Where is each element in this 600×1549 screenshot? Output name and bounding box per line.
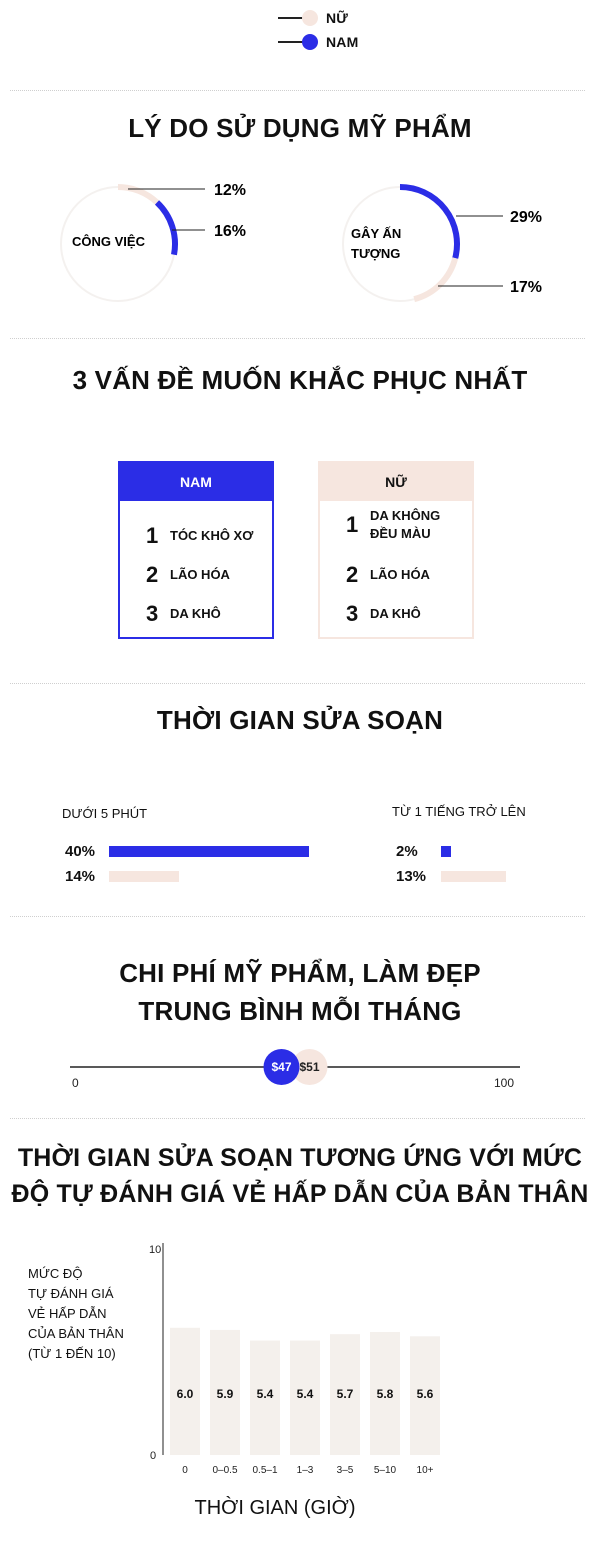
spending-nu-value: $51 [299, 1060, 320, 1074]
chart-data-label: 5.4 [256, 1387, 274, 1401]
spending-title-line-1: CHI PHÍ MỸ PHẨM, LÀM ĐẸP [119, 958, 481, 988]
list-number: 1 [346, 512, 359, 537]
chart-xtick-label: 0 [182, 1465, 188, 1476]
donut-1-nu-pct: 12% [214, 182, 247, 199]
chart-data-label: 6.0 [176, 1387, 194, 1401]
prep-time-title: THỜI GIAN SỬA SOẠN [156, 705, 444, 735]
problems-box-nam-header: NAM [120, 463, 272, 501]
chart-xlabel: THỜI GIAN (GIỜ) [194, 1497, 356, 1519]
list-item [146, 523, 253, 549]
donut-1-label: CÔNG VIỆC [72, 234, 145, 249]
prep-group-1-nam-pct: 40% [65, 843, 96, 860]
chart-ylabel-line: (TỪ 1 ĐẾN 10) [28, 1346, 116, 1361]
reasons-title: LÝ DO SỬ DỤNG MỸ PHẨM [128, 113, 472, 143]
spending-scale [0, 1040, 600, 1100]
spending-max-label: 100 [494, 1076, 515, 1090]
list-text: DA KHÔ [170, 606, 221, 621]
donut-2-nu-pct: 17% [510, 279, 543, 296]
list-number: 2 [346, 562, 359, 587]
legend-line [278, 17, 304, 19]
chart-data-label: 5.7 [336, 1387, 354, 1401]
list-text: LÃO HÓA [170, 567, 230, 582]
problems-title: 3 VẤN ĐỀ MUỐN KHẮC PHỤC NHẤT [72, 365, 528, 395]
donut-2-label-line-1: GÂY ẤN [351, 226, 402, 241]
chart-data-label: 5.4 [296, 1387, 314, 1401]
spending-title-line-2: TRUNG BÌNH MỖI THÁNG [138, 996, 462, 1026]
donut-1-nam-arc [157, 202, 175, 254]
problems-box-nu [318, 461, 474, 639]
list-item [346, 507, 440, 543]
chart-ytick-label: 10 [149, 1244, 162, 1256]
prep-group-1-label: DƯỚI 5 PHÚT [62, 806, 148, 821]
spending-min-label: 0 [72, 1076, 79, 1090]
prep-group-2-nu-pct: 13% [396, 868, 427, 885]
chart-xtick-label: 10+ [416, 1465, 434, 1476]
prep-group-1-nu-bar [109, 871, 179, 882]
donut-2-nu-arc [414, 258, 455, 299]
chart-ylabel-line: TỰ ĐÁNH GIÁ [28, 1286, 114, 1301]
legend-dot-nu [302, 10, 318, 26]
problems-box-nam [118, 461, 274, 639]
donut-2-nam-pct: 29% [510, 209, 543, 226]
divider [10, 90, 585, 91]
list-number: 3 [146, 601, 159, 626]
chart-data-label: 5.9 [216, 1387, 234, 1401]
list-text-line-1: DA KHÔNG [370, 508, 441, 523]
divider [10, 338, 585, 339]
prep-group-2-nu-bar [441, 871, 506, 882]
legend-label-nu: NỮ [326, 10, 349, 26]
list-text: DA KHÔ [370, 606, 421, 621]
list-item [346, 562, 430, 588]
donut-2-label-line-2: TƯỢNG [351, 246, 401, 261]
list-text: LÃO HÓA [370, 567, 430, 582]
chart-ylabel-line: MỨC ĐỘ [28, 1266, 83, 1281]
chart-title-line-1: THỜI GIAN SỬA SOẠN TƯƠNG ỨNG VỚI MỨC [17, 1144, 583, 1172]
prep-group-2-label: TỪ 1 TIẾNG TRỞ LÊN [392, 804, 526, 819]
legend-item-nam [278, 32, 358, 52]
legend-line [278, 41, 304, 43]
chart-title-line-2: ĐỘ TỰ ĐÁNH GIÁ VẺ HẤP DẪN CỦA BẢN THÂN [11, 1180, 589, 1208]
prep-group-2-nam-pct: 2% [396, 843, 418, 860]
list-item [146, 562, 230, 588]
problems-box-nu-header: NỮ [320, 463, 472, 501]
chart-xtick-label: 3–5 [336, 1465, 354, 1476]
list-text [370, 507, 440, 543]
donut-2-nam-arc [400, 187, 457, 258]
divider [10, 1118, 585, 1119]
list-number: 3 [346, 601, 359, 626]
list-item [346, 601, 421, 627]
divider [10, 916, 585, 917]
chart-xtick-label: 0.5–1 [252, 1465, 278, 1476]
list-text: TÓC KHÔ XƠ [170, 528, 254, 543]
prep-group-1-nam-bar [109, 846, 309, 857]
chart-xtick-label: 0–0.5 [212, 1465, 238, 1476]
bar-chart [0, 1235, 600, 1485]
prep-group-1-nu-pct: 14% [65, 868, 96, 885]
chart-xtick-label: 1–3 [296, 1465, 314, 1476]
list-text-line-2: ĐỀU MÀU [370, 526, 431, 541]
reasons-donuts [0, 170, 600, 320]
chart-ylabel-line: VẺ HẤP DẪN [28, 1306, 107, 1321]
legend-label-nam: NAM [326, 34, 359, 50]
spending-nam-value: $47 [271, 1060, 292, 1074]
legend-dot-nam [302, 34, 318, 50]
chart-ylabel-line: CỦA BẢN THÂN [28, 1326, 124, 1341]
donut-1-nam-pct: 16% [214, 223, 247, 240]
prep-group-2-nam-bar [441, 846, 451, 857]
list-number: 1 [146, 523, 159, 548]
chart-xtick-label: 5–10 [373, 1465, 397, 1476]
legend-item-nu [278, 8, 348, 28]
chart-data-label: 5.8 [376, 1387, 394, 1401]
chart-ytick-label: 0 [150, 1450, 157, 1462]
divider [10, 683, 585, 684]
list-item [146, 601, 221, 627]
list-number: 2 [146, 562, 159, 587]
chart-data-label: 5.6 [416, 1387, 434, 1401]
